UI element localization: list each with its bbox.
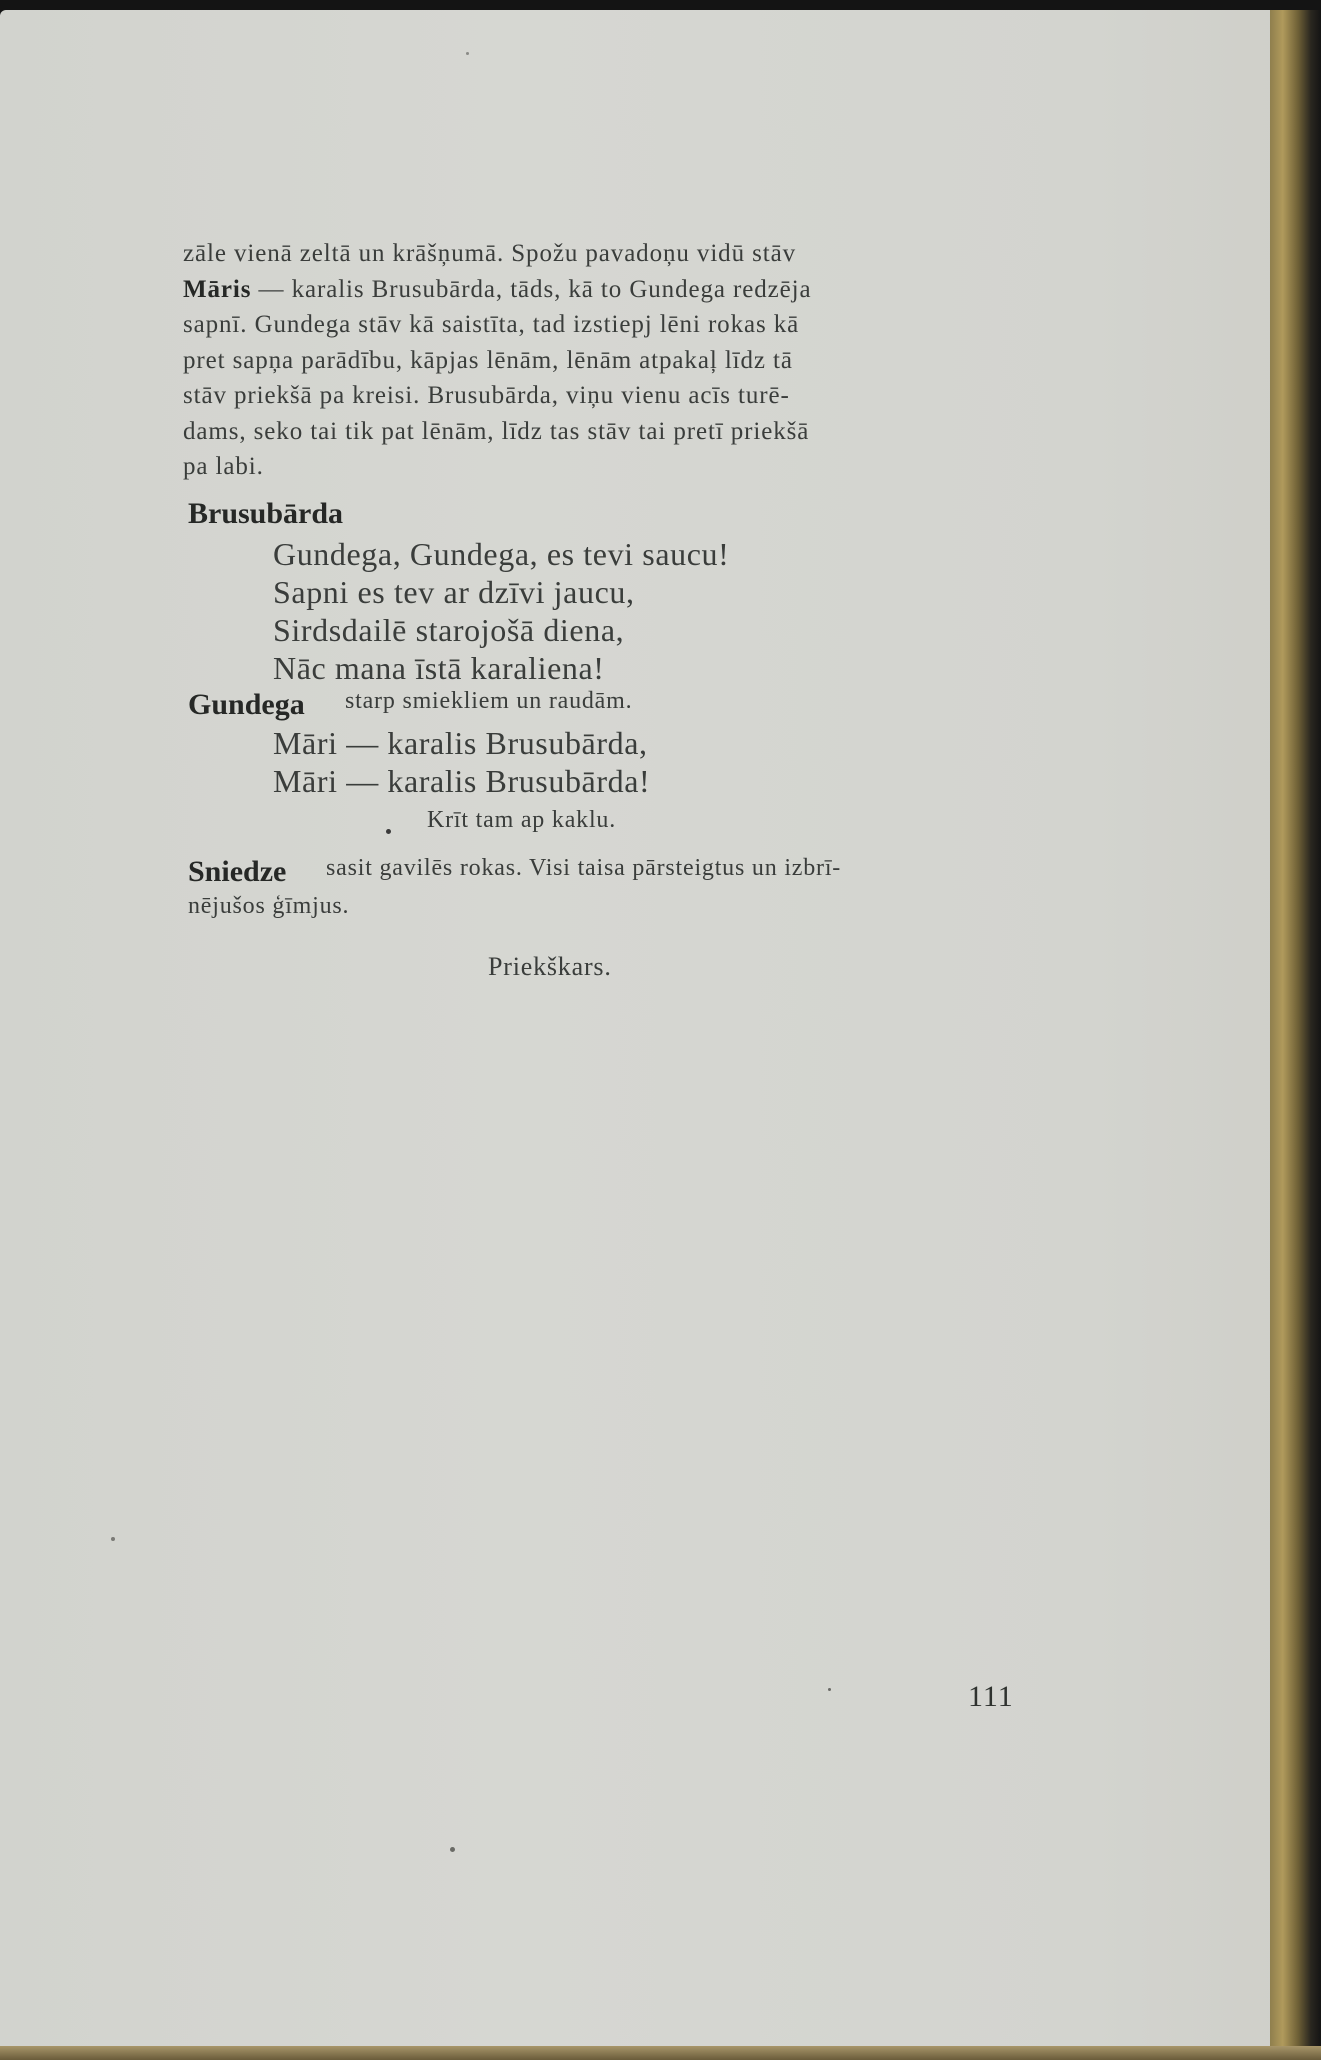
intro-line-1: zāle vienā zeltā un krāšņumā. Spožu pavadoņu vidū stāv: [183, 240, 797, 267]
paper-speck: [111, 1537, 115, 1541]
curtain-direction: Priekškars.: [488, 952, 612, 981]
speaker-sniedze: Sniedze: [188, 855, 287, 888]
intro-line-3: sapnī. Gundega stāv kā saistīta, tad izstiepj lēni rokas kā: [183, 311, 800, 338]
speaker-brusubarda: Brusubārda: [188, 497, 344, 530]
paper-speck: [466, 52, 469, 55]
verse-brusubarda: [273, 535, 729, 687]
intro-paragraph: [183, 236, 1013, 485]
page-number: 111: [968, 1680, 1014, 1713]
intro-line-4: pret sapņa parādību, kāpjas lēnām, lēnām atpakaļ līdz tā: [183, 346, 793, 374]
verse-line: Sirdsdailē starojošā diena,: [273, 612, 625, 648]
stage-direction-embrace: Krīt tam ap kaklu.: [427, 807, 617, 833]
speaker-gundega: Gundega: [188, 688, 305, 721]
verse-line: Nāc mana īstā karaliena!: [273, 650, 605, 686]
stage-direction-sniedze-2: nējušos ģīmjus.: [188, 893, 350, 919]
paper-speck: [450, 1847, 455, 1852]
character-name-maris: Māris: [183, 275, 252, 303]
verse-line: Māri — karalis Brusubārda,: [273, 725, 648, 761]
verse-line: Māri — karalis Brusubārda!: [273, 763, 651, 799]
verse-line: Sapni es tev ar dzīvi jaucu,: [273, 574, 635, 610]
verse-line: Gundega, Gundega, es tevi saucu!: [273, 536, 730, 572]
stage-direction-sniedze-1: sasit gavilēs rokas. Visi taisa pārsteigtus un izbrī-: [326, 855, 842, 881]
intro-line-2: [183, 272, 1013, 308]
book-binding-edge: [1270, 10, 1321, 2060]
intro-line-7: pa labi.: [183, 453, 264, 480]
verse-gundega: [273, 724, 650, 800]
stage-direction-gundega: starp smiekliem un raudām.: [345, 688, 633, 714]
bullet-dot: [386, 829, 391, 834]
intro-line-6: dams, seko tai tik pat lēnām, līdz tas stāv tai pretī priekšā: [183, 417, 810, 445]
intro-line-2-rest: — karalis Brusubārda, tāds, kā to Gundega redzēja: [251, 275, 812, 303]
intro-line-5: stāv priekšā pa kreisi. Brusubārda, viņu vienu acīs turē-: [183, 382, 790, 409]
scan-bottom-edge: [0, 2046, 1321, 2060]
paper-speck: [828, 1688, 831, 1691]
